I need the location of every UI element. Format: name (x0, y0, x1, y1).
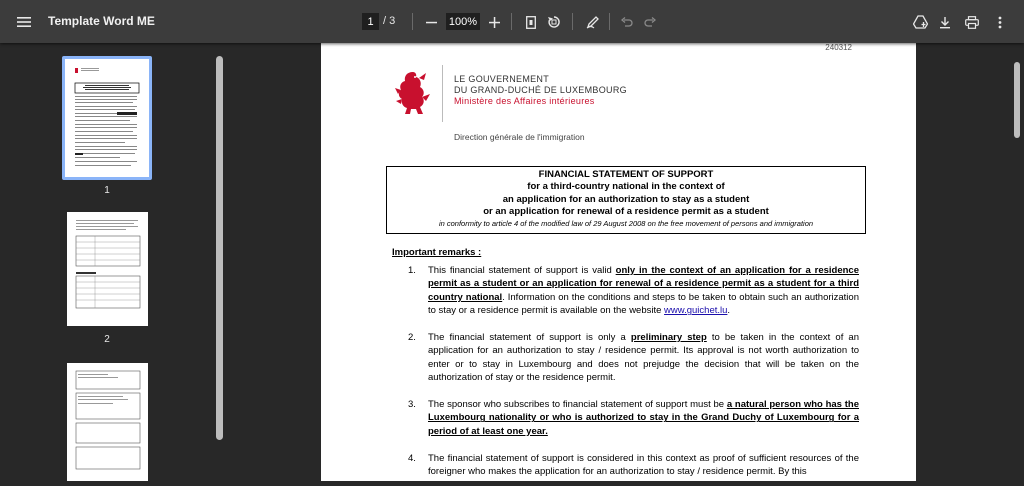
remark-item (408, 452, 859, 479)
download-icon[interactable] (935, 12, 955, 32)
remark-text: The financial statement of support is only a (428, 332, 631, 343)
print-icon[interactable] (962, 12, 982, 32)
rotate-icon[interactable] (545, 12, 563, 32)
remark-text: The sponsor who subscribes to financial statement of support must be (428, 399, 727, 410)
thumbnail-sidebar (0, 43, 212, 481)
luxembourg-lion-logo (393, 68, 433, 116)
thumbnail-preview (67, 212, 148, 326)
viewer-scrollbar[interactable] (1014, 62, 1020, 138)
annotate-icon[interactable] (584, 12, 602, 32)
directorate-name: Direction générale de l'immigration (454, 132, 585, 142)
government-line-2: DU GRAND-DUCHÉ DE LUXEMBOURG (454, 85, 627, 95)
thumbnail-page-3[interactable] (67, 363, 148, 481)
form-title-box (386, 166, 866, 234)
thumbnail-page-1[interactable] (62, 56, 152, 180)
form-title-line: an application for an authorization to stay as a student (502, 193, 750, 205)
sidebar-scrollbar[interactable] (216, 56, 223, 440)
remark-number: 3. (408, 399, 416, 410)
toolbar-divider (412, 13, 413, 30)
remark-item (408, 264, 859, 318)
guichet-link[interactable]: www.guichet.lu (664, 305, 728, 317)
logo-divider (442, 65, 443, 122)
form-title-legal-note: in conformity to article 4 of the modified law of 29 August 2008 on the free movement of persons and immigration (438, 219, 814, 229)
form-title-line: or an application for renewal of a residence permit as a student (483, 205, 769, 217)
remark-text: . Information on the conditions and steps to be taken to obtain such an authorization to stay or a residence permit is available on the website (428, 291, 859, 317)
page-separator: / (383, 15, 387, 27)
thumbnail-label: 2 (104, 334, 110, 345)
fit-page-icon[interactable] (522, 12, 540, 32)
form-title-line: for a third-country national in the context of (527, 181, 725, 193)
remark-number: 4. (408, 453, 416, 464)
pdf-page (321, 43, 916, 481)
zoom-in-icon[interactable] (485, 12, 503, 32)
remark-emphasis: preliminary step (630, 332, 707, 343)
remark-item (408, 398, 859, 438)
ministry-name: Ministère des Affaires intérieures (454, 96, 595, 106)
page-total: 3 (389, 15, 396, 27)
document-viewer (226, 43, 1024, 481)
redo-icon[interactable] (641, 12, 659, 32)
government-line-1: LE GOUVERNEMENT (454, 74, 550, 84)
more-icon[interactable] (990, 12, 1010, 32)
government-header (454, 74, 627, 107)
save-drive-icon[interactable] (910, 12, 930, 32)
thumbnail-preview (67, 363, 148, 481)
page-number-input[interactable]: 1 (362, 13, 379, 30)
remark-text: The financial statement of support is considered in this context as proof of sufficient resources of the foreigner who makes the application for an authorization to stay / residence permit. By this (428, 453, 859, 478)
remark-text: to be taken in the context of an application for an authorization to stay / residence permit. Its approval is not worth authorization to enter or to stay in Luxembourg and does not prejudge the decision that will be taken on the authorization of stay or the residence permit. (428, 332, 859, 384)
thumbnail-preview (65, 59, 149, 177)
pdf-toolbar (0, 0, 1024, 43)
toolbar-divider (511, 13, 512, 30)
remark-number: 1. (408, 265, 416, 276)
remark-emphasis: a natural person who has the Luxembourg nationality or who is authorized to stay in the Grand Duchy of Luxembourg for a period of at least one year. (428, 399, 859, 437)
remark-text: This financial statement of support is valid (428, 265, 616, 276)
toolbar-divider (609, 13, 610, 30)
document-title: Template Word ME (48, 14, 155, 28)
remark-item (408, 331, 859, 385)
form-title-line: FINANCIAL STATEMENT OF SUPPORT (538, 169, 714, 180)
toolbar-divider (572, 13, 573, 30)
zoom-level-input[interactable]: 100% (446, 13, 480, 30)
remarks-heading: Important remarks : (392, 247, 482, 258)
page-reference-number: 240312 (825, 43, 852, 52)
thumbnail-label: 1 (104, 185, 110, 196)
page-count (383, 15, 395, 27)
remark-text: . (727, 305, 731, 317)
remark-number: 2. (408, 332, 416, 343)
thumbnail-page-2[interactable] (67, 212, 148, 326)
zoom-out-icon[interactable] (422, 12, 440, 32)
undo-icon[interactable] (618, 12, 636, 32)
menu-icon[interactable] (14, 12, 34, 32)
remark-emphasis: only in the context of an application for a residence permit as a student or an application for renewal of a residence permit as a student for a third country national (428, 265, 859, 303)
